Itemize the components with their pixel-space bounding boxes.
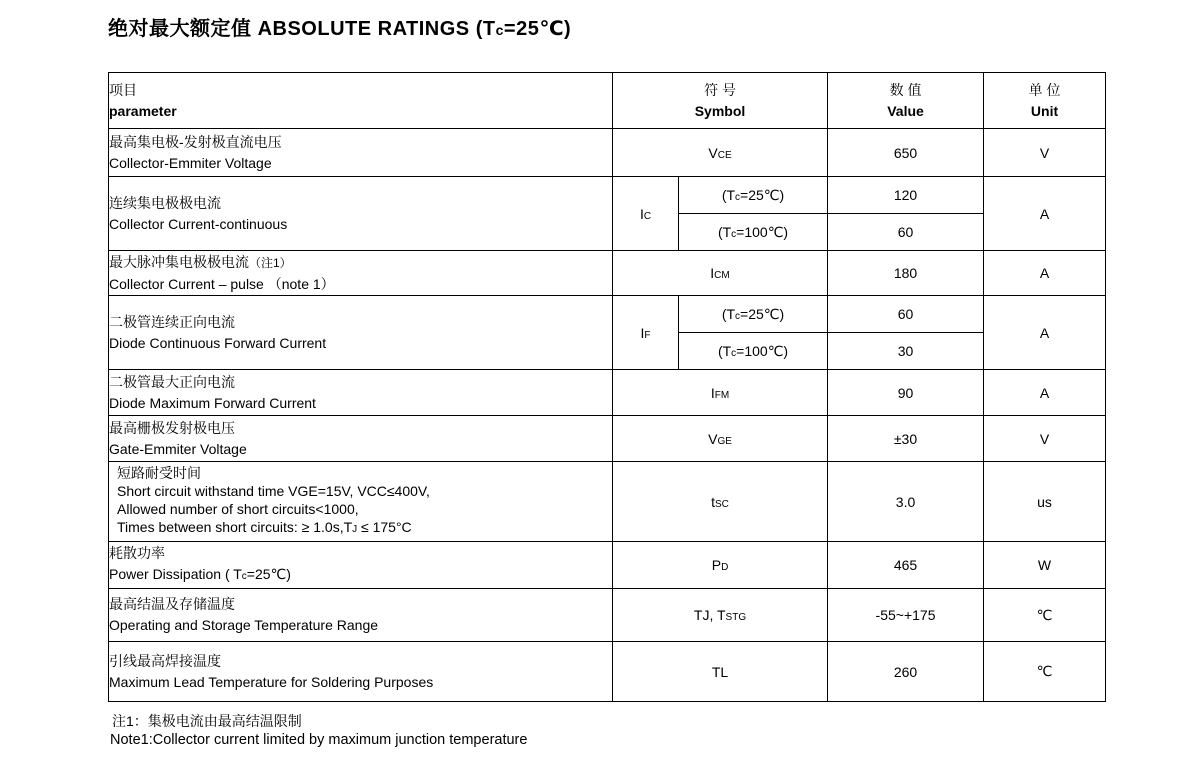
param-zh: 二极管连续正向电流 <box>109 313 235 330</box>
table-header-row <box>109 73 1106 129</box>
param-zh: 短路耐受时间 <box>117 465 201 481</box>
value-cell: 260 <box>828 642 984 702</box>
param-en: Collector-Emmiter Voltage <box>109 154 272 171</box>
param-en: Collector Current-continuous <box>109 215 288 232</box>
param-en: Maximum Lead Temperature for Soldering Purposes <box>109 673 434 690</box>
symbol-cell: IF <box>613 296 679 370</box>
value-cell: 60 <box>828 296 984 333</box>
param-en-line2: Allowed number of short circuits<1000, <box>117 501 359 517</box>
subscript: FM <box>714 389 730 401</box>
param-cell <box>109 589 613 642</box>
subscript: c <box>735 310 741 322</box>
param-cell <box>109 542 613 589</box>
row-collector-current-25c <box>109 177 1106 214</box>
condition-cell: (Tc=25℃) <box>679 177 828 214</box>
param-zh: 最高栅极发射极电压 <box>109 419 235 436</box>
subscript: c <box>241 571 247 582</box>
row-diode-forward-current-25c <box>109 296 1106 333</box>
value-cell: -55~+175 <box>828 589 984 642</box>
symbol-cell: tSC <box>613 462 828 542</box>
condition-cell: (Tc=25℃) <box>679 296 828 333</box>
header-symbol <box>613 73 828 129</box>
subscript: F <box>644 329 651 341</box>
param-zh: 最高结温及存储温度 <box>109 596 235 612</box>
symbol-cell: VCE <box>613 129 828 177</box>
subscript: GE <box>717 435 732 447</box>
unit-cell: us <box>984 462 1106 542</box>
param-en-line1: Short circuit withstand time VGE=15V, VCC≤400V, <box>117 483 430 499</box>
subscript: CM <box>714 270 730 281</box>
subscript: c <box>735 191 741 203</box>
subscript: c <box>731 347 737 359</box>
subscript: J <box>352 524 358 535</box>
row-collector-current-pulse <box>109 251 1106 296</box>
symbol-cell: ICM <box>613 251 828 296</box>
symbol-cell: PD <box>613 542 828 589</box>
unit-cell: W <box>984 542 1106 589</box>
param-en: Power Dissipation ( Tc=25℃) <box>109 566 291 582</box>
unit-cell: A <box>984 177 1106 251</box>
footnote-zh: 注1：集极电流由最高结温限制 <box>112 713 302 729</box>
param-cell <box>109 370 613 416</box>
page-title-en: ABSOLUTE RATINGS <box>257 18 470 40</box>
absolute-ratings-table <box>108 72 1106 702</box>
unit-cell: ℃ <box>984 589 1106 642</box>
subscript: SC <box>715 498 729 510</box>
row-diode-max-forward-current <box>109 370 1106 416</box>
value-cell: 60 <box>828 214 984 251</box>
unit-cell: A <box>984 370 1106 416</box>
symbol-cell: VGE <box>613 416 828 462</box>
param-zh: 二极管最大正向电流 <box>109 373 235 390</box>
param-cell <box>109 642 613 702</box>
value-cell: 180 <box>828 251 984 296</box>
value-cell: 120 <box>828 177 984 214</box>
param-zh: 引线最高焊接温度 <box>109 652 221 669</box>
value-cell: 30 <box>828 333 984 370</box>
unit-cell: A <box>984 251 1106 296</box>
param-en-line3: Times between short circuits: ≥ 1.0s,TJ ≤ 175°C <box>117 519 412 535</box>
param-cell <box>109 462 613 542</box>
param-zh-note: （注1） <box>249 255 292 270</box>
header-value-zh: 数 值 <box>889 81 922 98</box>
subscript: STG <box>725 612 747 623</box>
param-cell <box>109 177 613 251</box>
header-unit <box>984 73 1106 129</box>
header-symbol-zh: 符 号 <box>704 81 736 98</box>
condition-cell: (Tc=100℃) <box>679 333 828 370</box>
row-gate-emitter-voltage <box>109 416 1106 462</box>
header-value-en: Value <box>887 102 924 119</box>
unit-cell: V <box>984 416 1106 462</box>
param-cell <box>109 296 613 370</box>
unit-cell: ℃ <box>984 642 1106 702</box>
param-en: Gate-Emmiter Voltage <box>109 440 247 457</box>
param-cell <box>109 129 613 177</box>
header-parameter-zh: 项目 <box>109 81 137 98</box>
symbol-cell: TL <box>613 642 828 702</box>
row-operating-storage-temperature <box>109 589 1106 642</box>
unit-cell: V <box>984 129 1106 177</box>
subscript: c <box>731 228 737 240</box>
value-cell: 465 <box>828 542 984 589</box>
page-title-zh: 绝对最大额定值 <box>108 18 252 40</box>
param-cell <box>109 251 613 296</box>
symbol-cell: TJ, TSTG <box>613 589 828 642</box>
param-en: Diode Continuous Forward Current <box>109 334 327 351</box>
subscript: c <box>495 22 504 38</box>
condition-cell: (Tc=100℃) <box>679 214 828 251</box>
param-en: Diode Maximum Forward Current <box>109 394 316 411</box>
header-parameter-en: parameter <box>109 102 177 119</box>
param-en: Operating and Storage Temperature Range <box>109 617 379 633</box>
value-cell: 90 <box>828 370 984 416</box>
value-cell: ±30 <box>828 416 984 462</box>
header-symbol-en: Symbol <box>694 102 746 119</box>
param-zh: 最高集电极-发射极直流电压 <box>109 133 282 150</box>
param-zh: 耗散功率 <box>109 545 165 561</box>
value-cell: 650 <box>828 129 984 177</box>
row-power-dissipation <box>109 542 1106 589</box>
subscript: D <box>721 562 729 573</box>
row-short-circuit-withstand-time <box>109 462 1106 542</box>
header-unit-zh: 单 位 <box>1028 81 1061 98</box>
unit-cell: A <box>984 296 1106 370</box>
param-cell <box>109 416 613 462</box>
page-title-condition: (Tc=25℃) <box>475 18 572 40</box>
symbol-cell: IC <box>613 177 679 251</box>
footnote-en: Note1:Collector current limited by maximum junction temperature <box>110 732 528 748</box>
row-collector-emitter-voltage <box>109 129 1106 177</box>
row-lead-temperature <box>109 642 1106 702</box>
param-zh: 连续集电极极电流 <box>109 194 221 211</box>
param-en: Collector Current – pulse （note 1） <box>109 275 335 292</box>
param-zh: 最大脉冲集电极极电流（注1） <box>109 253 292 270</box>
symbol-cell: IFM <box>613 370 828 416</box>
header-parameter <box>109 73 613 129</box>
header-value <box>828 73 984 129</box>
subscript: C <box>643 210 652 222</box>
header-unit-en: Unit <box>1030 102 1059 119</box>
value-cell: 3.0 <box>828 462 984 542</box>
page-title <box>108 12 571 41</box>
subscript: CE <box>717 149 732 161</box>
